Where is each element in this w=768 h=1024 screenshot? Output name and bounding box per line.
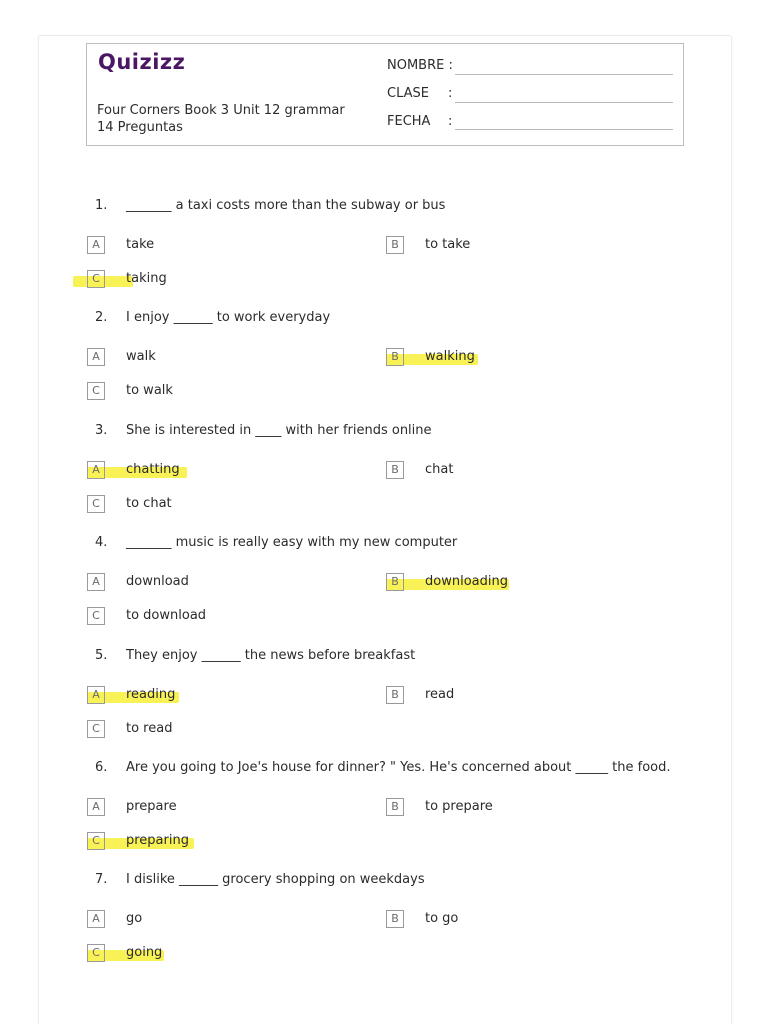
option-c-text[interactable]: taking bbox=[126, 271, 167, 286]
option-b-box[interactable]: B bbox=[386, 236, 404, 254]
question-count: 14 Preguntas bbox=[97, 120, 183, 135]
class-field-label: CLASE bbox=[387, 86, 429, 101]
option-c-box[interactable]: C bbox=[87, 607, 105, 625]
option-a-box[interactable]: A bbox=[87, 686, 105, 704]
option-a-box[interactable]: A bbox=[87, 348, 105, 366]
option-b-text[interactable]: walking bbox=[425, 349, 475, 365]
option-b-text[interactable]: chat bbox=[425, 461, 454, 477]
option-b-text[interactable]: to go bbox=[425, 911, 459, 927]
option-c-box[interactable]: C bbox=[87, 832, 105, 850]
option-b-text[interactable]: read bbox=[425, 686, 455, 702]
question-number: 5. bbox=[95, 647, 108, 663]
option-b-text[interactable]: to prepare bbox=[425, 799, 493, 814]
question-text: She is interested in ____ with her friends online bbox=[126, 422, 432, 438]
option-b-box[interactable]: B bbox=[386, 798, 404, 816]
option-a-box[interactable]: A bbox=[87, 236, 105, 254]
question-number: 4. bbox=[95, 535, 108, 551]
class-field-colon: : bbox=[448, 86, 453, 101]
option-a-text[interactable]: reading bbox=[126, 686, 176, 702]
class-field-line[interactable] bbox=[455, 102, 673, 103]
option-c-text[interactable]: to read bbox=[126, 720, 173, 736]
option-a-box[interactable]: A bbox=[87, 798, 105, 816]
name-field-label: NOMBRE : bbox=[387, 58, 453, 73]
option-b-box[interactable]: B bbox=[386, 461, 404, 479]
question-number: 7. bbox=[95, 872, 108, 888]
date-field-line[interactable] bbox=[455, 129, 673, 130]
quiz-title: Four Corners Book 3 Unit 12 grammar bbox=[97, 103, 345, 118]
option-a-text[interactable]: download bbox=[126, 574, 189, 590]
option-c-box[interactable]: C bbox=[87, 382, 105, 400]
option-b-box[interactable]: B bbox=[386, 348, 404, 366]
question-text: I dislike ______ grocery shopping on weekdays bbox=[126, 872, 425, 888]
question-text: _______ a taxi costs more than the subway or bus bbox=[126, 198, 446, 213]
question-text: _______ music is really easy with my new computer bbox=[126, 535, 458, 551]
option-c-text[interactable]: to download bbox=[126, 608, 207, 624]
option-c-box[interactable]: C bbox=[87, 495, 105, 513]
option-c-box[interactable]: C bbox=[87, 270, 105, 288]
option-c-box[interactable]: C bbox=[87, 944, 105, 962]
option-a-box[interactable]: A bbox=[87, 910, 105, 928]
option-a-text[interactable]: walk bbox=[126, 349, 156, 365]
option-a-text[interactable]: chatting bbox=[126, 461, 180, 477]
option-c-text[interactable]: to chat bbox=[126, 495, 172, 511]
question-number: 3. bbox=[95, 422, 108, 438]
option-c-text[interactable]: going bbox=[126, 945, 163, 961]
option-c-text[interactable]: preparing bbox=[126, 833, 189, 848]
question-text: I enjoy ______ to work everyday bbox=[126, 310, 331, 326]
name-field-line[interactable] bbox=[455, 74, 673, 75]
option-a-text[interactable]: prepare bbox=[126, 799, 177, 814]
date-field-colon: : bbox=[448, 114, 453, 129]
question-number: 6. bbox=[95, 760, 108, 775]
date-field-label: FECHA bbox=[387, 114, 431, 129]
option-c-box[interactable]: C bbox=[87, 720, 105, 738]
quizizz-logo: Quizizz bbox=[98, 50, 186, 74]
option-b-box[interactable]: B bbox=[386, 910, 404, 928]
option-a-text[interactable]: go bbox=[126, 911, 143, 927]
option-b-box[interactable]: B bbox=[386, 573, 404, 591]
option-a-text[interactable]: take bbox=[126, 237, 155, 252]
option-b-text[interactable]: to take bbox=[425, 237, 471, 252]
question-number: 2. bbox=[95, 310, 108, 326]
option-a-box[interactable]: A bbox=[87, 573, 105, 591]
option-b-box[interactable]: B bbox=[386, 686, 404, 704]
question-number: 1. bbox=[95, 198, 108, 213]
question-text: Are you going to Joe's house for dinner? " Yes. He's concerned about _____ the food. bbox=[126, 760, 671, 775]
option-c-text[interactable]: to walk bbox=[126, 383, 173, 399]
option-b-text[interactable]: downloading bbox=[425, 574, 508, 590]
option-a-box[interactable]: A bbox=[87, 461, 105, 479]
question-text: They enjoy ______ the news before breakfast bbox=[126, 647, 416, 663]
